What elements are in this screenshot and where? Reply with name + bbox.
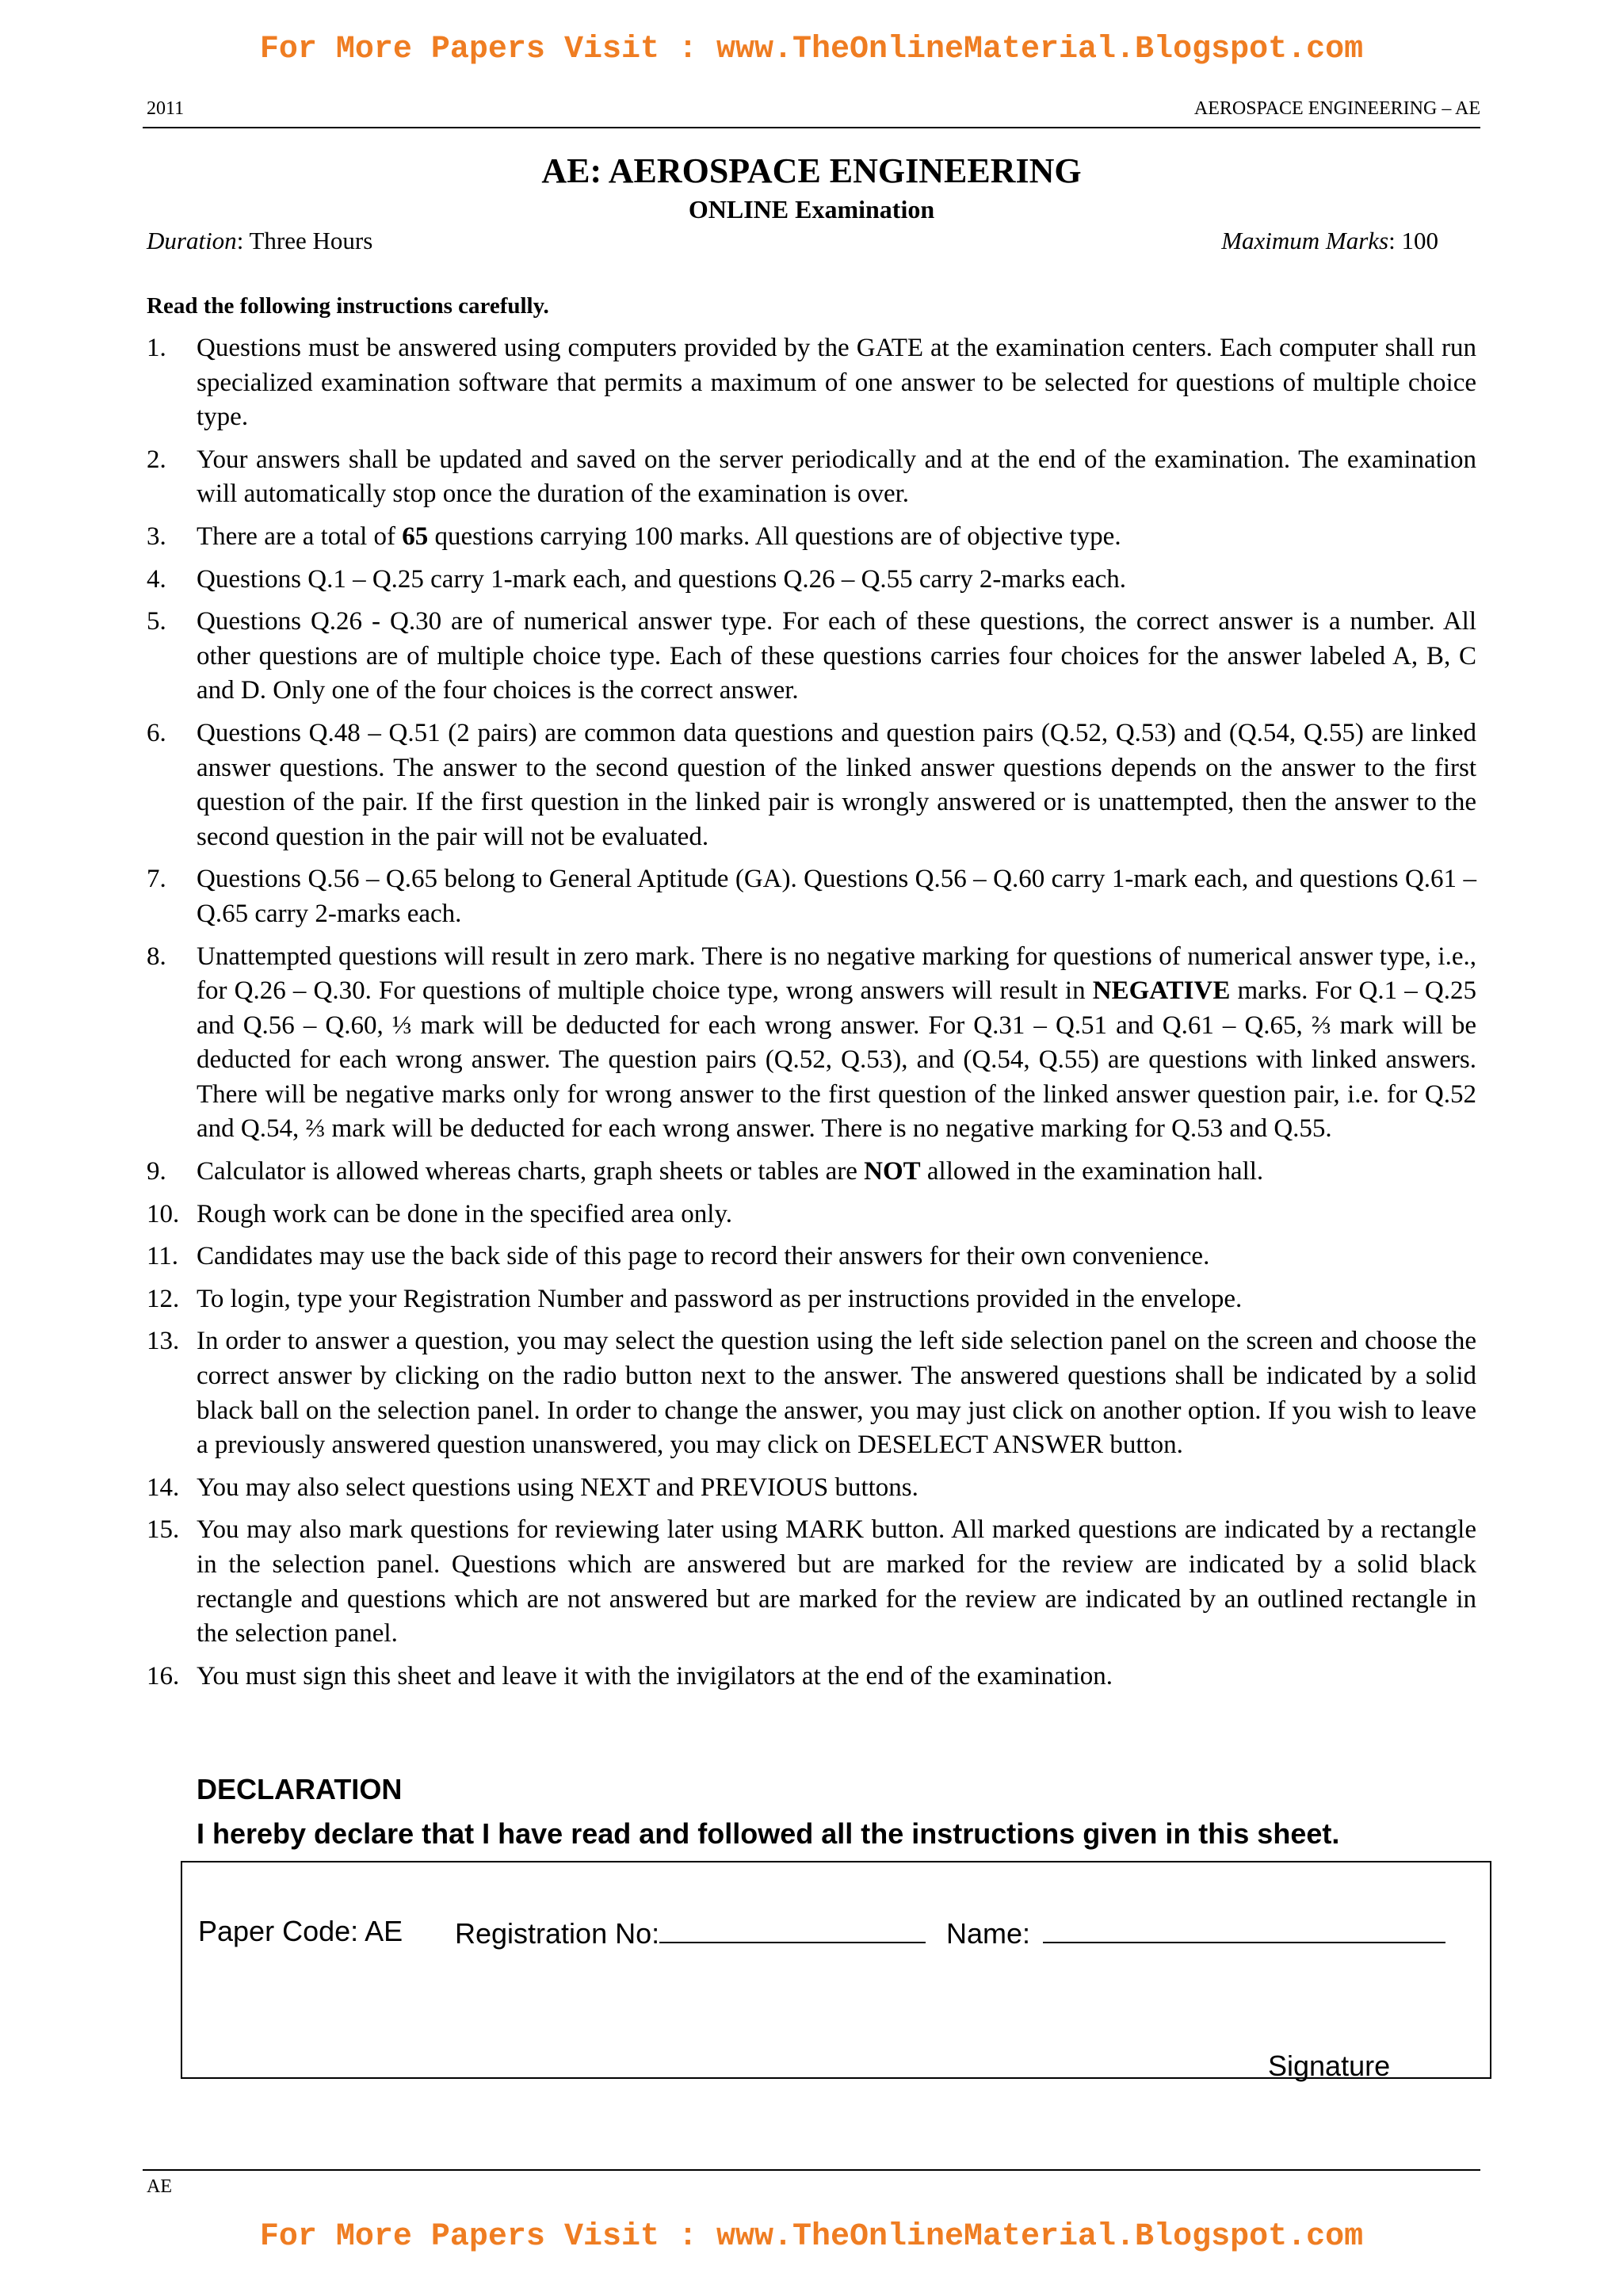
promo-banner-bottom: For More Papers Visit : www.TheOnlineMaterial.Blogspot.com	[259, 2219, 1364, 2255]
footer-code: AE	[147, 2176, 172, 2197]
instruction-text: In order to answer a question, you may select the question using the left side selection panel on the screen and choose the correct answer by clicking on the radio button next to the answer. The answered questions shall be indicated by a solid black ball on the selection panel. In order to change the answer, you may just click on another option. If you wish to leave a previously answered question unanswered, you may click on DESELECT ANSWER button.	[197, 1327, 1476, 1460]
instruction-number: 11.	[147, 1242, 179, 1271]
registration-field[interactable]	[455, 1915, 926, 1950]
instruction-item	[147, 605, 1476, 709]
header-year: 2011	[147, 98, 185, 119]
instruction-text: Questions Q.26 - Q.30 are of numerical answer type. For each of these questions, the correct answer is a number. All other questions are of multiple choice type. Each of these questions carries four choices for the answer labeled A, B, C and D. Only one of the four choices is the correct answer.	[197, 607, 1476, 705]
instruction-number: 15.	[147, 1515, 180, 1545]
declaration-heading: DECLARATION	[197, 1773, 403, 1805]
instruction-number: 9.	[147, 1157, 166, 1186]
instruction-number: 6.	[147, 718, 166, 747]
instructions-list	[147, 331, 1476, 1702]
instruction-item	[147, 1198, 1476, 1232]
duration-value: : Three Hours	[236, 227, 373, 254]
instruction-text: Questions Q.1 – Q.25 carry 1-mark each, and questions Q.26 – Q.55 carry 2-marks each.	[197, 564, 1126, 594]
header-rule	[143, 127, 1480, 128]
instruction-text: questions carrying 100 marks. All questions are of objective type.	[428, 521, 1121, 551]
instruction-emphasis: NOT	[864, 1157, 921, 1186]
instruction-text: Questions Q.56 – Q.65 belong to General Aptitude (GA). Questions Q.56 – Q.60 carry 1-mark each, and questions Q.61 – Q.65 carry 2-marks each.	[197, 865, 1476, 928]
instruction-number: 5.	[147, 607, 166, 636]
page-title: AE: AEROSPACE ENGINEERING	[541, 151, 1082, 190]
instruction-text: There are a total of	[197, 521, 403, 551]
instruction-text: marks. For Q.1 – Q.25 and Q.56 – Q.60, ⅓ mark will be deducted for each wrong answer. For Q.31 – Q.51 and Q.61 – Q.65, ⅔ mark will be deducted for each wrong answer. The question pairs (Q.52, Q.53), and (Q.54, Q.55) are questions with linked answers. There will be negative marks only for wrong answer to the first question of the linked answer question pair, i.e. for Q.52 and Q.54, ⅔ mark will be deducted for each wrong answer. There is no negative marking for Q.53 and Q.55.	[197, 976, 1476, 1144]
name-field[interactable]	[946, 1915, 1445, 1950]
instruction-item	[147, 862, 1476, 931]
instruction-emphasis: NEGATIVE	[1092, 976, 1231, 1006]
instruction-number: 4.	[147, 564, 166, 594]
instruction-text: Rough work can be done in the specified area only.	[197, 1199, 732, 1228]
instruction-item	[147, 1240, 1476, 1274]
exam-max-marks	[1221, 227, 1438, 255]
name-blank[interactable]	[1043, 1915, 1445, 1943]
instruction-item	[147, 1324, 1476, 1462]
registration-blank[interactable]	[659, 1915, 926, 1943]
signature-box	[181, 1861, 1491, 2079]
instruction-item	[147, 1155, 1476, 1190]
instruction-number: 10.	[147, 1199, 180, 1228]
instruction-number: 3.	[147, 521, 166, 551]
instruction-text: You must sign this sheet and leave it with the invigilators at the end of the examination.	[197, 1661, 1113, 1690]
instruction-text: You may also select questions using NEXT and PREVIOUS buttons.	[197, 1473, 918, 1502]
instruction-number: 16.	[147, 1661, 180, 1690]
instruction-text: Calculator is allowed whereas charts, graph sheets or tables are	[197, 1157, 865, 1186]
instruction-number: 2.	[147, 445, 166, 474]
instruction-text: To login, type your Registration Number and password as per instructions provided in the envelope.	[197, 1284, 1243, 1313]
instructions-intro: Read the following instructions carefully.	[147, 293, 549, 319]
instruction-number: 7.	[147, 865, 166, 894]
instruction-item	[147, 443, 1476, 512]
registration-label: Registration No:	[455, 1917, 660, 1950]
name-label: Name:	[946, 1917, 1031, 1950]
footer-rule	[143, 2169, 1480, 2171]
exam-duration	[147, 227, 372, 255]
promo-banner-top: For More Papers Visit : www.TheOnlineMaterial.Blogspot.com	[259, 32, 1364, 67]
duration-label: Duration	[147, 227, 237, 254]
max-marks-value: : 100	[1388, 227, 1438, 254]
instruction-item	[147, 940, 1476, 1148]
instruction-item	[147, 1471, 1476, 1506]
instruction-item	[147, 1660, 1476, 1694]
instruction-text: Questions Q.48 – Q.51 (2 pairs) are common data questions and question pairs (Q.52, Q.53) and (Q.54, Q.55) are linked answer questions. The answer to the second question of the linked answer questions depends on the answer to the first question of the pair. If the first question in the linked pair is wrongly answered or is unattempted, then the answer to the second question in the pair will not be evaluated.	[197, 718, 1476, 851]
instruction-text: Unattempted questions will result in zero mark. There is no negative marking for questions of numerical answer type, i.e., for Q.26 – Q.30. For questions of multiple choice type, wrong answers will result in	[197, 942, 1476, 1006]
instruction-item	[147, 520, 1476, 555]
instruction-number: 12.	[147, 1284, 180, 1313]
max-marks-label: Maximum Marks	[1221, 227, 1389, 254]
instruction-text: allowed in the examination hall.	[920, 1157, 1264, 1186]
paper-code: Paper Code: AE	[198, 1915, 403, 1947]
page-subtitle: ONLINE Examination	[688, 195, 935, 223]
instruction-item	[147, 563, 1476, 598]
instruction-text: You may also mark questions for reviewing later using MARK button. All marked questions are indicated by a rectangle in the selection panel. Questions which are answered but are marked for the review are indicated by a solid black rectangle and questions which are not answered but are marked for the review are indicated by an outlined rectangle in the selection panel.	[197, 1515, 1476, 1648]
header-subject: AEROSPACE ENGINEERING – AE	[1193, 98, 1480, 119]
declaration-text: I hereby declare that I have read and followed all the instructions given in this sheet.	[197, 1817, 1340, 1850]
instruction-item	[147, 331, 1476, 435]
instruction-item	[147, 1513, 1476, 1651]
instruction-text: Candidates may use the back side of this page to record their answers for their own convenience.	[197, 1242, 1210, 1271]
instruction-emphasis: 65	[402, 521, 429, 551]
signature-label: Signature	[1268, 2050, 1391, 2082]
instruction-number: 8.	[147, 942, 166, 971]
instruction-number: 14.	[147, 1473, 180, 1502]
instruction-number: 13.	[147, 1327, 180, 1356]
instruction-item	[147, 716, 1476, 854]
instruction-text: Your answers shall be updated and saved on the server periodically and at the end of the examination. The examination will automatically stop once the duration of the examination is over.	[197, 445, 1476, 509]
instruction-number: 1.	[147, 334, 166, 362]
instruction-item	[147, 1282, 1476, 1317]
instruction-text: Questions must be answered using computers provided by the GATE at the examination centers. Each computer shall run specialized examination software that permits a maximum of one answer to be selected for questions of multiple choice type.	[197, 334, 1476, 432]
